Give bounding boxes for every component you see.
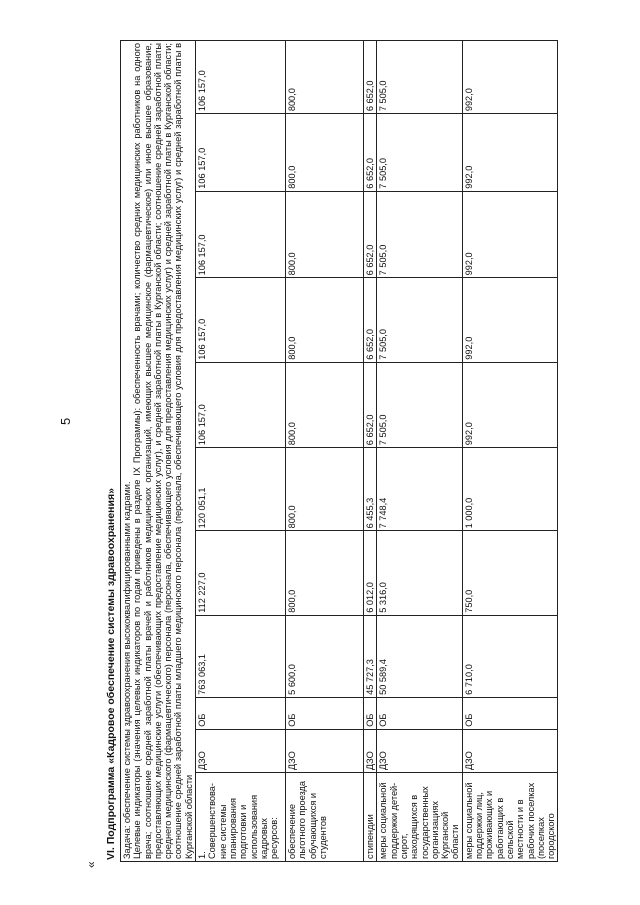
year-cell: 5 316,0 <box>377 531 462 615</box>
table-row <box>462 41 558 862</box>
funding-source-cell: ОБ <box>286 697 364 729</box>
year-cell: 106 157,0 <box>196 191 286 278</box>
year-cell: 6 652,0 <box>364 278 377 362</box>
year-cell: 800,0 <box>286 362 364 448</box>
year-cell: 992,0 <box>462 278 558 362</box>
funding-source-cell: ОБ <box>196 697 286 729</box>
table-row <box>196 41 286 862</box>
total-cell: 5 600,0 <box>286 615 364 697</box>
executor-cell: ДЗО <box>462 729 558 772</box>
year-cell: 992,0 <box>462 41 558 114</box>
rotated-sheet <box>102 40 557 862</box>
task-text: Задача: обеспечение системы здравоохранения высококвалифицированными кадрами. <box>122 481 132 859</box>
year-cell: 6 652,0 <box>364 191 377 278</box>
executor-cell: ДЗО <box>377 729 462 772</box>
year-cell: 7 505,0 <box>377 191 462 278</box>
page-edge-mark: « <box>84 861 98 868</box>
year-cell: 800,0 <box>286 531 364 615</box>
program-table <box>120 40 558 862</box>
year-cell: 6 652,0 <box>364 41 377 114</box>
total-cell: 763 063,1 <box>196 615 286 697</box>
year-cell: 750,0 <box>462 531 558 615</box>
section-title: VI. Подпрограмма «Кадровое обеспечение системы здравоохранения» <box>105 488 117 860</box>
total-cell: 45 727,3 <box>364 615 377 697</box>
executor-cell: ДЗО <box>364 729 377 772</box>
total-cell: 6 710,0 <box>462 615 558 697</box>
year-cell: 800,0 <box>286 114 364 192</box>
year-cell: 7 505,0 <box>377 41 462 114</box>
year-cell: 1 000,0 <box>462 448 558 531</box>
year-cell: 112 227,0 <box>196 531 286 615</box>
year-cell: 106 157,0 <box>196 278 286 362</box>
table-row <box>286 41 364 862</box>
year-cell: 7 505,0 <box>377 114 462 192</box>
executor-cell: ДЗО <box>286 729 364 772</box>
activity-name: 1. Совершенствова-ние системы планирования подготовки и использования кадровых ресурсов: <box>196 773 286 862</box>
year-cell: 992,0 <box>462 362 558 448</box>
year-cell: 120 051,1 <box>196 448 286 531</box>
table-row <box>364 41 377 862</box>
year-cell: 6 455,3 <box>364 448 377 531</box>
executor-cell: ДЗО <box>196 729 286 772</box>
funding-source-cell: ОБ <box>462 697 558 729</box>
total-cell: 50 589,4 <box>377 615 462 697</box>
year-cell: 800,0 <box>286 191 364 278</box>
year-cell: 7 505,0 <box>377 362 462 448</box>
year-cell: 992,0 <box>462 191 558 278</box>
page-number: 5 <box>58 417 73 425</box>
year-cell: 6 012,0 <box>364 531 377 615</box>
year-cell: 7 748,4 <box>377 448 462 531</box>
year-cell: 6 652,0 <box>364 114 377 192</box>
task-row <box>121 41 196 862</box>
year-cell: 7 505,0 <box>377 278 462 362</box>
year-cell: 6 652,0 <box>364 362 377 448</box>
table-row <box>377 41 462 862</box>
year-cell: 800,0 <box>286 278 364 362</box>
year-cell: 106 157,0 <box>196 41 286 114</box>
funding-source-cell: ОБ <box>364 697 377 729</box>
activity-name: меры социальной поддержки лиц, проживающих и работающих в сельской местности и в рабочих поселках (поселках городского <box>462 773 558 862</box>
year-cell: 800,0 <box>286 448 364 531</box>
task-cell <box>121 41 196 862</box>
targets-text: Целевые индикаторы (значения целевых индикаторов по годам приведены в разделе IX Программы): обеспеченность врачами; количество средних медицинских работников на одного врача; соотношение средней заработной платы врачей и работников медицинских организаций, имеющих высшее медицинское (фармацевтическое) или иное высшее образование, предоставляющих медицинские услуги (обеспечивающих предоставление медицинских услуг), и средней заработной платы в Курганской области; соотношение средней заработной платы среднего медицинского (фармацевтического) персонала (персонала, обеспечивающего условия для предоставления медицинских услуг) и средней заработной платы в Курганской области; соотношение средней заработной платы младшего медицинского персонала (персонала, обеспечивающего условия для предоставления медицинских услуг) и средней заработной платы в Курганской области <box>132 43 194 859</box>
funding-source-cell: ОБ <box>377 697 462 729</box>
activity-name: стипендии <box>364 773 377 862</box>
activity-name: обеспечение льготного проезда обучающихся и студентов <box>286 773 364 862</box>
year-cell: 106 157,0 <box>196 362 286 448</box>
year-cell: 106 157,0 <box>196 114 286 192</box>
year-cell: 800,0 <box>286 41 364 114</box>
activity-name: меры социальной поддержки детей-сирот, находящихся в государственных организациях Курганской области <box>377 773 462 862</box>
year-cell: 992,0 <box>462 114 558 192</box>
